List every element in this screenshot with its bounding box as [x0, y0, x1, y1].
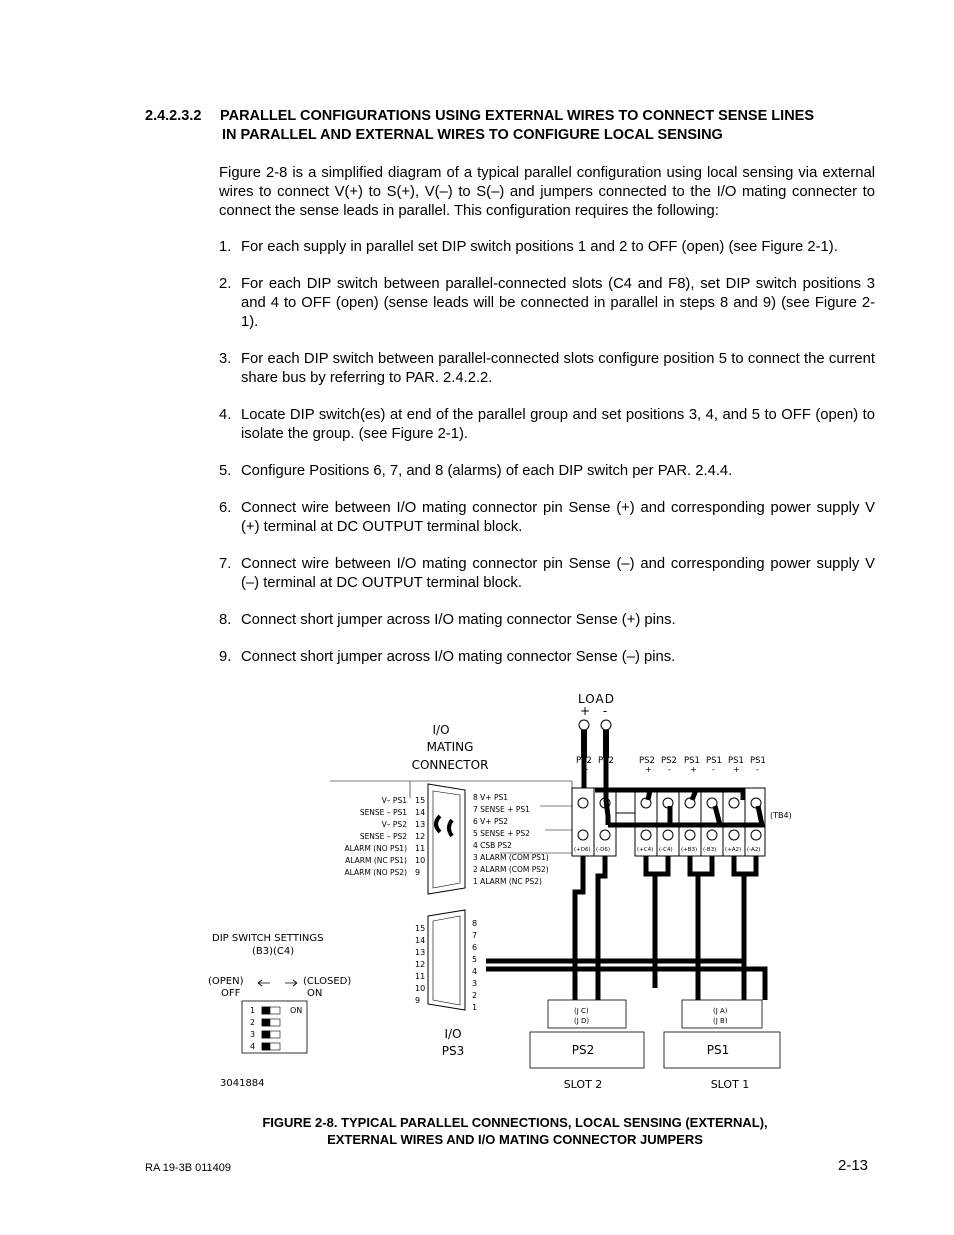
- tb-label: PS1: [684, 756, 700, 766]
- load-minus: -: [603, 704, 608, 718]
- step-number: 5.: [219, 463, 232, 479]
- step-text: For each DIP switch between parallel-connected slots configure position 5 to connect the current share bus by referring to PAR. 2.4.2.2.: [241, 351, 875, 386]
- step-text: Configure Positions 6, 7, and 8 (alarms) of each DIP switch per PAR. 2.4.4.: [241, 463, 733, 479]
- step-text: Connect wire between I/O mating connector pin Sense (–) and corresponding power supply V (–) terminal at DC OUTPUT terminal block.: [241, 556, 875, 591]
- tb-sign-labels: [582, 765, 759, 774]
- ps1-label: PS1: [706, 1043, 730, 1057]
- step-number: 4.: [219, 407, 232, 423]
- footer-doc-id: RA 19-3B 011409: [145, 1162, 232, 1174]
- list-item: [219, 238, 875, 257]
- pin-number: 10: [415, 984, 426, 993]
- io-connector-ps3: [428, 910, 465, 1010]
- pin-label: 1 ALARM (NC PS2): [473, 877, 542, 886]
- pin-number: 3: [472, 979, 478, 988]
- pin-label-leaders: [330, 781, 572, 853]
- step-number: 2.: [219, 276, 232, 292]
- step-number: 6.: [219, 500, 232, 516]
- tb-bottom-label: (+A2): [725, 847, 742, 853]
- top-connector-jumpers: [436, 816, 452, 836]
- pin-number: 6: [472, 943, 478, 952]
- caption-line2: EXTERNAL WIRES AND I/O MATING CONNECTOR JUMPERS: [327, 1132, 703, 1147]
- pin-number: 15: [415, 796, 426, 805]
- dip-title-2: (B3)(C4): [252, 946, 295, 957]
- tb-bottom-label: (+B3): [681, 847, 698, 853]
- list-item: [219, 275, 875, 332]
- step-text: Locate DIP switch(es) at end of the parallel group and set positions 3, 4, and 5 to OFF (open) to isolate the group. (see Figure 2-1).: [241, 407, 875, 442]
- pin-number: 7: [472, 931, 478, 940]
- dip-open-2: OFF: [221, 988, 241, 999]
- pin-number: 13: [415, 820, 426, 829]
- intro-paragraph: Figure 2-8 is a simplified diagram of a typical parallel configuration using local sensing via external wires to connect V(+) to S(+), V(–) to S(–) and jumpers connected to the I/O mating connecter to connect the sense leads in parallel. This configuration requires the following:: [219, 165, 875, 219]
- tb-sign: +: [690, 765, 697, 774]
- step-text: For each DIP switch between parallel-connected slots (C4 and F8), set DIP switch positions 3 and 4 to OFF (open) (sense leads will be connected in parallel in steps 8 and 9) (see Figure 2-1).: [241, 276, 875, 330]
- pin-label: 3 ALARM (COM PS1): [473, 853, 549, 862]
- wiring-diagram: [200, 688, 820, 1103]
- caption-line1: FIGURE 2-8. TYPICAL PARALLEL CONNECTIONS, LOCAL SENSING (EXTERNAL),: [262, 1115, 768, 1130]
- dip-closed-1: (CLOSED): [303, 976, 352, 987]
- pin-label: 6 V+ PS2: [473, 817, 509, 826]
- ps1-jack-b: (J B): [713, 1017, 728, 1025]
- section-heading: [145, 107, 885, 145]
- tb4-label: (TB4): [770, 811, 792, 820]
- section-title-line2: IN PARALLEL AND EXTERNAL WIRES TO CONFIGURE LOCAL SENSING: [222, 127, 723, 143]
- dip-row-label: 1: [250, 1006, 256, 1015]
- pin-label: 4 CSB PS2: [473, 841, 512, 850]
- pin-number: 11: [415, 844, 426, 853]
- pin-label: ALARM (NO PS1): [344, 844, 407, 853]
- io-top-label-2: MATING: [426, 740, 474, 754]
- pin-number: 1: [472, 1003, 478, 1012]
- load-minus-terminal: [601, 720, 611, 730]
- pin-number: 2: [472, 991, 478, 1000]
- dip-open-1: (OPEN): [208, 976, 244, 987]
- dip-on-label: ON: [290, 1006, 303, 1015]
- pin-label: SENSE – PS1: [359, 808, 407, 817]
- dip-switch-toggles: [262, 1007, 280, 1050]
- ps1-jack-a: (J A): [713, 1007, 728, 1015]
- tb-label: PS2: [598, 756, 614, 766]
- pin-number: 13: [415, 948, 426, 957]
- io-top-label-3: CONNECTOR: [411, 758, 489, 772]
- dip-closed-2: ON: [307, 988, 323, 999]
- list-item: [219, 611, 875, 630]
- pin-number: 8: [472, 919, 478, 928]
- pin-number: 14: [415, 808, 426, 817]
- dip-switch-rows: [250, 1006, 255, 1051]
- section-title-line1: PARALLEL CONFIGURATIONS USING EXTERNAL WIRES TO CONNECT SENSE LINES: [220, 108, 815, 124]
- load-plus: +: [580, 704, 591, 718]
- right-pin-labels: [473, 793, 549, 886]
- pin-number: 12: [415, 832, 426, 841]
- io-mating-connector-top: [428, 784, 465, 894]
- pin-number: 9: [415, 996, 421, 1005]
- pin-label: V– PS1: [381, 796, 407, 805]
- io-bottom-label-2: PS3: [441, 1044, 465, 1058]
- pin-label: 8 V+ PS1: [473, 793, 509, 802]
- tb-bottom-label: (-C4): [659, 847, 673, 853]
- dip-arrow-right-icon: [285, 980, 297, 986]
- load-plus-terminal: [579, 720, 589, 730]
- list-item: [219, 555, 875, 593]
- tb-label: PS1: [750, 756, 766, 766]
- pin-number: 14: [415, 936, 426, 945]
- tb-label: PS2: [576, 756, 592, 766]
- pin-label: 5 SENSE + PS2: [473, 829, 530, 838]
- dip-title-1: DIP SWITCH SETTINGS: [212, 933, 324, 944]
- tb-sign: +: [733, 765, 740, 774]
- step-number: 1.: [219, 239, 232, 255]
- tb-bottom-label: (+D6): [574, 847, 591, 853]
- ps2-jack-d: (J D): [574, 1017, 590, 1025]
- list-item: [219, 406, 875, 444]
- pin-label: 7 SENSE + PS1: [473, 805, 530, 814]
- bottom-right-numbers: [472, 919, 477, 1012]
- slot2-label: SLOT 2: [563, 1078, 603, 1091]
- dip-row-label: 2: [250, 1018, 256, 1027]
- step-number: 8.: [219, 612, 232, 628]
- step-text: Connect short jumper across I/O mating connector Sense (+) pins.: [241, 612, 676, 628]
- pin-label: ALARM (NO PS2): [344, 868, 407, 877]
- left-pin-numbers: [415, 796, 425, 877]
- step-text: For each supply in parallel set DIP switch positions 1 and 2 to OFF (open) (see Figure 2-1).: [241, 239, 838, 255]
- io-top-label-1: I/O: [432, 723, 450, 737]
- list-item: [219, 350, 875, 388]
- steps-list: [219, 238, 875, 667]
- io-mating-connector-top-inner: [433, 791, 460, 888]
- left-pin-labels: [345, 796, 408, 877]
- tb-label: PS1: [728, 756, 744, 766]
- tb-label: PS2: [639, 756, 655, 766]
- tb-label: PS1: [706, 756, 722, 766]
- step-number: 3.: [219, 351, 232, 367]
- pin-number: 9: [415, 868, 421, 877]
- ps2-label: PS2: [571, 1043, 595, 1057]
- tb-sign: +: [645, 765, 652, 774]
- dip-row-label: 4: [250, 1042, 256, 1051]
- tb-bottom-label: (-A2): [747, 847, 761, 853]
- io-connector-ps3-inner: [433, 916, 460, 1005]
- footer-page-number: 2-13: [838, 1157, 869, 1174]
- dip-arrow-left-icon: [258, 980, 270, 986]
- tb-sign: -: [668, 765, 671, 774]
- tb-label: PS2: [661, 756, 677, 766]
- step-text: Connect wire between I/O mating connector pin Sense (+) and corresponding power supply V (+) terminal at DC OUTPUT terminal block.: [241, 500, 875, 535]
- tb-sign: +: [582, 765, 589, 774]
- tb-bottom-label: (-B3): [703, 847, 717, 853]
- bottom-left-numbers: [415, 924, 425, 1005]
- io-bottom-label-1: I/O: [444, 1027, 462, 1041]
- tb-sign: -: [756, 765, 759, 774]
- tb-sign: -: [605, 765, 608, 774]
- tb-sign: -: [712, 765, 715, 774]
- pin-label: V– PS2: [381, 820, 407, 829]
- tb-bottom-label: (-D6): [596, 847, 611, 853]
- pin-number: 15: [415, 924, 426, 933]
- pin-number: 10: [415, 856, 426, 865]
- pin-number: 5: [472, 955, 478, 964]
- list-item: [219, 648, 875, 667]
- figure-caption: [145, 1114, 885, 1148]
- pin-number: 12: [415, 960, 426, 969]
- slot1-label: SLOT 1: [710, 1078, 750, 1091]
- load-label: LOAD: [578, 692, 615, 706]
- step-number: 7.: [219, 556, 232, 572]
- pin-number: 4: [472, 967, 478, 976]
- pin-label: 2 ALARM (COM PS2): [473, 865, 549, 874]
- tb-bottom-labels: [574, 847, 760, 853]
- pin-number: 11: [415, 972, 426, 981]
- ps2-jack-c: (J C): [574, 1007, 589, 1015]
- list-item: [219, 499, 875, 537]
- step-text: Connect short jumper across I/O mating connector Sense (–) pins.: [241, 649, 676, 665]
- pin-label: ALARM (NC PS1): [345, 856, 407, 865]
- dip-row-label: 3: [250, 1030, 256, 1039]
- list-item: [219, 462, 875, 481]
- section-number: 2.4.2.3.2: [145, 108, 202, 124]
- pin-label: SENSE – PS2: [359, 832, 407, 841]
- drawing-number: 3041884: [220, 1078, 265, 1089]
- step-number: 9.: [219, 649, 232, 665]
- tb-bottom-label: (+C4): [637, 847, 654, 853]
